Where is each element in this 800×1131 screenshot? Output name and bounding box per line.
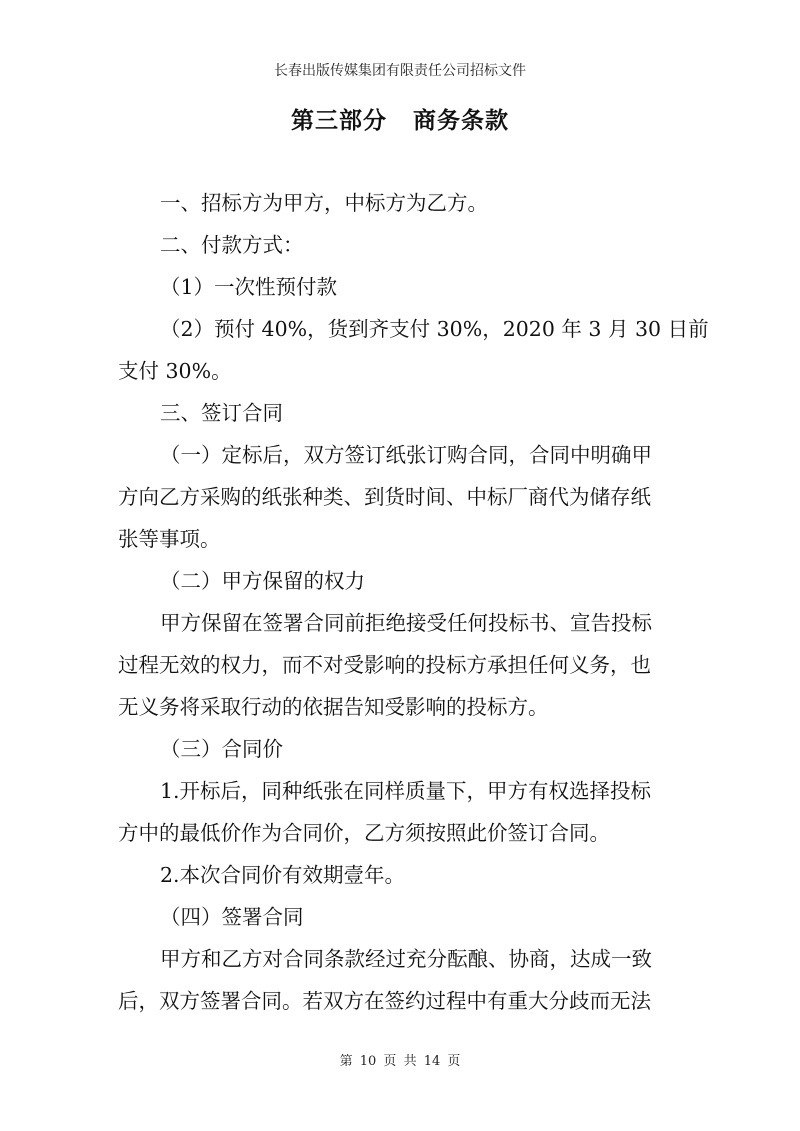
text-line-2: 二、付款方式： <box>160 233 304 257</box>
text-line-20: 后，双方签署合同。若双方在签约过程中有重大分歧而无法 <box>118 989 651 1013</box>
text-line-17: 2.本次合同价有效期壹年。 <box>160 863 406 887</box>
text-line-13: 无义务将采取行动的依据告知受影响的投标方。 <box>118 695 549 719</box>
text-line-15: 1.开标后，同种纸张在同样质量下，甲方有权选择投标 <box>160 779 652 803</box>
text-line-16: 方中的最低价作为合同价，乙方须按照此价签订合同。 <box>118 821 610 845</box>
text-line-10: （二）甲方保留的权力 <box>160 569 365 593</box>
text-line-7: （一）定标后，双方签订纸张订购合同，合同中明确甲 <box>160 443 652 467</box>
text-line-4: （2）预付 40%，货到齐支付 30%，2020 年 3 月 30 日前 <box>160 317 709 341</box>
text-line-11: 甲方保留在签署合同前拒绝接受任何投标书、宣告投标 <box>160 611 652 635</box>
text-line-14: （三）合同价 <box>160 737 283 761</box>
text-line-5: 支付 30%。 <box>118 359 232 383</box>
text-line-19: 甲方和乙方对合同条款经过充分酝酿、协商，达成一致 <box>160 947 652 971</box>
page-number-footer: 第 10 页 共 14 页 <box>339 1054 461 1069</box>
text-line-1: 一、招标方为甲方，中标方为乙方。 <box>160 191 488 215</box>
text-line-6: 三、签订合同 <box>160 401 283 425</box>
text-line-18: （四）签署合同 <box>160 905 304 929</box>
section-title-part: 第三部分 <box>291 108 387 134</box>
text-line-3: （1）一次性预付款 <box>160 275 338 299</box>
section-title <box>0 102 800 135</box>
text-line-9: 张等事项。 <box>118 527 221 551</box>
document-header: 长春出版传媒集团有限责任公司招标文件 <box>274 63 526 79</box>
text-line-8: 方向乙方采购的纸张种类、到货时间、中标厂商代为储存纸 <box>118 485 651 509</box>
text-line-12: 过程无效的权力，而不对受影响的投标方承担任何义务，也 <box>118 653 651 677</box>
section-title-name: 商务条款 <box>413 108 509 134</box>
